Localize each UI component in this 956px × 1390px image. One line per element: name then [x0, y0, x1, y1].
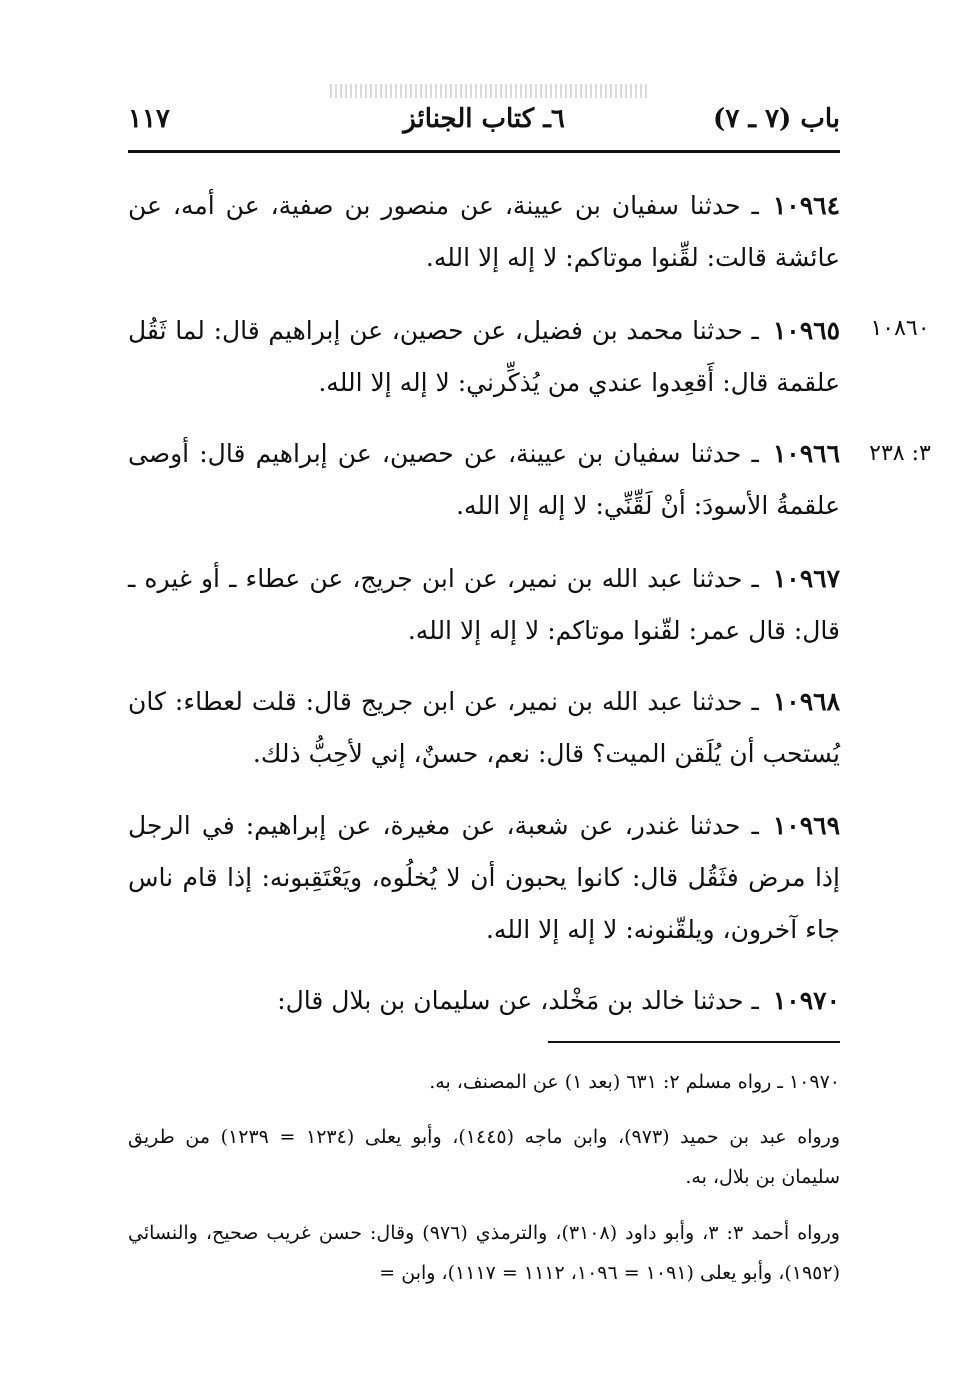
margin-reference: ١٠٨٦٠: [870, 316, 930, 341]
hadith-text: ـ حدثنا خالد بن مَخْلد، عن سليمان بن بلال قال:: [277, 986, 759, 1015]
hadith-entry: [128, 800, 840, 956]
hadith-entry: [128, 305, 840, 409]
book-title: ٦ـ كتاب الجنائز: [403, 104, 565, 134]
hadith-number: ١٠٩٦٩: [772, 811, 840, 840]
header-divider: [128, 150, 840, 153]
hadith-entry: [128, 428, 840, 532]
scan-artifact: [330, 84, 650, 98]
hadith-number: ١٠٩٦٦: [772, 439, 840, 468]
hadith-entry: [128, 180, 840, 284]
hadith-text: ـ حدثنا عبد الله بن نمير، عن ابن جريج، عن عطاء ـ أو غيره ـ قال: قال عمر: لقّنوا موتاكم: لا إله إلا الله.: [128, 564, 840, 645]
footnote: ١٠٩٧٠ ـ رواه مسلم ٢: ٦٣١ (بعد ١) عن المصنف، به.: [429, 1071, 840, 1093]
hadith-text: ـ حدثنا محمد بن فضيل، عن حصين، عن إبراهيم قال: لما ثَقُل علقمة قال: أَقعِدوا عندي من يُذكِّرني: لا إله إلا الله.: [128, 316, 840, 397]
footnote: ورواه أحمد ٣: ٣، وأبو داود (٣١٠٨)، والترمذي (٩٧٦) وقال: حسن غريب صحيح، والنسائي (١٩٥٢)، وأبو يعلى (١٠٩١ = ١٠٩٦، ١١١٢ = ١١١٧)، وابن =: [128, 1222, 840, 1284]
hadith-text: ـ حدثنا سفيان بن عيينة، عن منصور بن صفية، عن أمه، عن عائشة قالت: لقِّنوا موتاكم: لا إله إلا الله.: [128, 191, 840, 272]
hadith-number: ١٠٩٦٤: [772, 191, 840, 220]
footnote-divider: [548, 1041, 840, 1043]
hadith-number: ١٠٩٦٥: [772, 316, 840, 345]
hadith-number: ١٠٩٦٨: [772, 687, 840, 716]
hadith-number: ١٠٩٦٧: [772, 564, 840, 593]
hadith-entry: [128, 975, 840, 1027]
margin-reference: ٣: ٢٣٨: [869, 441, 931, 466]
page-header: [128, 104, 840, 152]
hadith-entry: [128, 676, 840, 780]
hadith-text: ـ حدثنا سفيان بن عيينة، عن حصين، عن إبراهيم قال: أوصى علقمةُ الأسودَ: أنْ لَقِّنِّي: لا إله إلا الله.: [128, 439, 840, 520]
page-number: ١١٧: [128, 104, 170, 134]
chapter-heading: باب (٧ ـ ٧): [713, 104, 840, 134]
hadith-text: ـ حدثنا غندر، عن شعبة، عن مغيرة، عن إبراهيم: في الرجل إذا مرض فثَقُل قال: كانوا يحبون أن لا يُخلُوه، ويَعْتَقِبونه: إذا قام ناس جاء آخرون، ويلقّنونه: لا إله إلا الله.: [128, 811, 840, 944]
footnote: ورواه عبد بن حميد (٩٧٣)، وابن ماجه (١٤٤٥)، وأبو يعلى (١٢٣٤ = ١٢٣٩) من طريق سليمان بن بلال، به.: [128, 1126, 841, 1188]
hadith-entry: [128, 553, 840, 657]
hadith-text: ـ حدثنا عبد الله بن نمير، عن ابن جريج قال: قلت لعطاء: كان يُستحب أن يُلَقن الميت؟ قال: نعم، حسنٌ، إني لأحِبُّ ذلك.: [128, 687, 840, 768]
hadith-number: ١٠٩٧٠: [772, 986, 840, 1015]
